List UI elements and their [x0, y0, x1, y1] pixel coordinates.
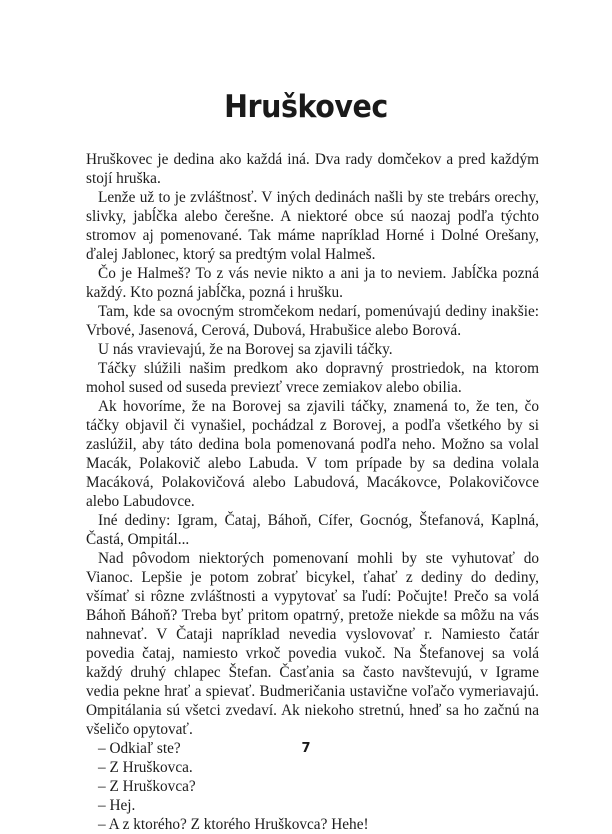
dialogue-line: – Odkiaľ ste? — [98, 740, 181, 757]
paragraph: Lenže už to je zvláštnosť. V iných dedinách našli by ste trebárs orechy, slivky, jabĺčka alebo čerešne. A niektoré obce sú naozaj podľa týchto stromov aj pomenované. Tak máme napríklad Horné i Dolné Orešany, ďalej Jablonec, ktorý sa predtým volal Halmeš. — [86, 189, 539, 263]
dialogue-line: – Z Hruškovca? — [98, 778, 196, 795]
paragraph: U nás vravievajú, že na Borovej sa zjavili táčky. — [98, 341, 393, 358]
paragraph: Nad pôvodom niektorých pomenovaní mohli by ste vyhutovať do Vianoc. Lepšie je potom zobrať bicykel, ťahať z dediny do dediny, všímať si rôzne zvláštnosti a vypytovať sa ľudí: Počujte! Prečo sa volá Báhoň Báhoň? Treba byť pritom opatrný, pretože niekde sa môžu na vás nahnevať. V Čataji napríklad nevedia vyslovovať r. Namiesto čatár povedia čataj, namiesto vrkoč povedia vukoč. Na Štefanovej sa volá každý druhý chlapec Štefan. Časťania sa často navštevujú, v Igrame vedia pekne hrať a spievať. Budmeričania ustavične voľačo vymeriavajú. Ompitálania sú všetci zvedaví. Ak niekoho stretnú, hneď sa ho začnú na všeličo opytovať. — [86, 550, 539, 738]
dialogue-line: – Z Hruškovca. — [98, 759, 193, 776]
paragraph: Čo je Halmeš? To z vás nevie nikto a ani ja to neviem. Jabĺčka pozná každý. Kto pozná jabĺčka, pozná i hrušku. — [86, 265, 539, 301]
paragraph: Tam, kde sa ovocným stromčekom nedarí, pomenúvajú dediny inakšie: Vrbové, Jasenová, Cerová, Dubová, Hrabušice alebo Borová. — [86, 303, 539, 339]
dialogue-line: – Hej. — [98, 797, 136, 814]
paragraph: Ak hovoríme, že na Borovej sa zjavili táčky, znamená to, že ten, čo táčky objavil či vynašiel, pochádzal z Borovej, a podľa všetkého by si zaslúžil, aby táto dedina bola pomenovaná podľa neho. Možno sa volal Macák, Polakovič alebo Labuda. V tom prípade by sa dedina volala Macáková, Polakovičová alebo Labudová, Macákovce, Polakovičovce alebo Labudovce. — [86, 398, 539, 510]
page-number: 7 — [301, 741, 311, 756]
paragraph: Iné dediny: Igram, Čataj, Báhoň, Cífer, Gocnóg, Štefanová, Kaplná, Častá, Ompitál... — [86, 512, 539, 548]
chapter-body — [86, 150, 539, 834]
chapter-title: Hruškovec — [224, 88, 388, 125]
paragraph: Táčky slúžili našim predkom ako dopravný prostriedok, na ktorom mohol sused od suseda previezť vrece zemiakov alebo obilia. — [86, 360, 539, 396]
dialogue-line: – A z ktorého? Z ktorého Hruškovca? Hehe! — [98, 816, 369, 833]
paragraph: Hruškovec je dedina ako každá iná. Dva rady domčekov a pred každým stojí hruška. — [86, 151, 539, 187]
